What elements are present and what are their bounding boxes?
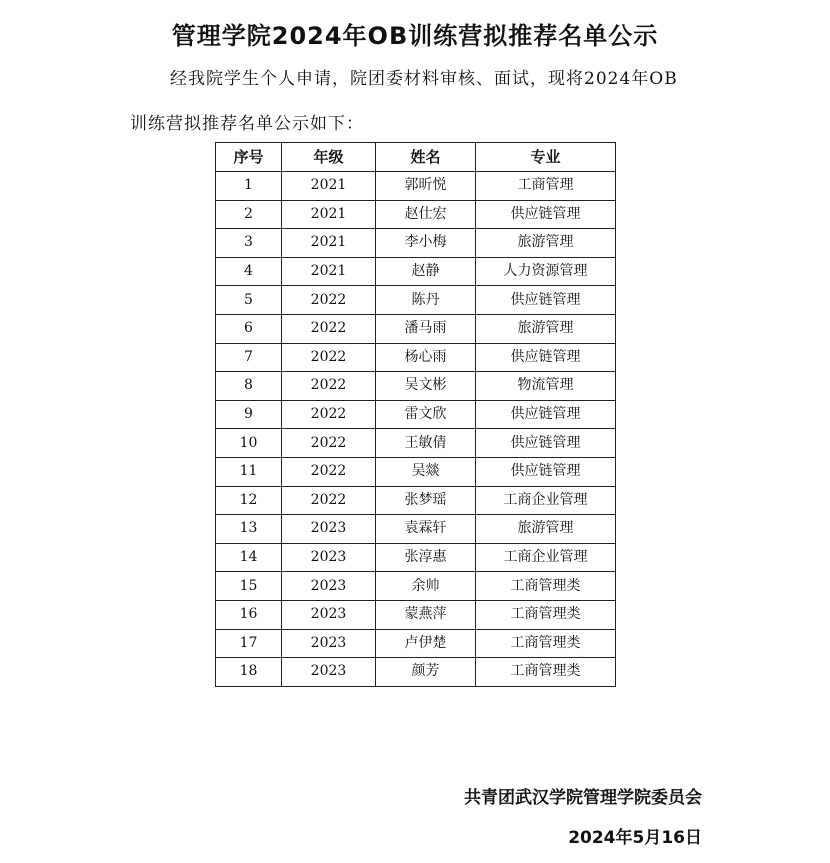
table-row [216,172,616,201]
cell-serial-number: 9 [216,400,282,429]
cell-grade: 2021 [282,172,376,201]
cell-major: 人力资源管理 [476,257,616,286]
cell-major: 工商企业管理 [476,543,616,572]
issuer-signature: 共青团武汉学院管理学院委员会 [464,788,702,808]
cell-major: 工商管理类 [476,572,616,601]
table-row [216,543,616,572]
cell-name: 陈丹 [376,286,476,315]
cell-serial-number: 12 [216,486,282,515]
header-major: 专业 [476,143,616,172]
cell-grade: 2022 [282,400,376,429]
cell-name: 吴燚 [376,457,476,486]
cell-major: 工商管理 [476,172,616,201]
cell-grade: 2022 [282,314,376,343]
cell-grade: 2022 [282,429,376,458]
header-grade: 年级 [282,143,376,172]
table-header-row [216,143,616,172]
cell-grade: 2023 [282,600,376,629]
cell-major: 供应链管理 [476,343,616,372]
cell-name: 赵静 [376,257,476,286]
cell-serial-number: 7 [216,343,282,372]
cell-name: 卢伊楚 [376,629,476,658]
cell-major: 供应链管理 [476,400,616,429]
cell-name: 袁霖轩 [376,515,476,544]
cell-name: 郭昕悦 [376,172,476,201]
cell-serial-number: 13 [216,515,282,544]
cell-serial-number: 10 [216,429,282,458]
table-row [216,429,616,458]
table-row [216,314,616,343]
cell-major: 工商管理类 [476,600,616,629]
cell-serial-number: 6 [216,314,282,343]
cell-name: 李小梅 [376,229,476,258]
cell-grade: 2022 [282,286,376,315]
cell-grade: 2021 [282,229,376,258]
table-row [216,600,616,629]
table-body [216,172,616,687]
cell-serial-number: 14 [216,543,282,572]
cell-major: 旅游管理 [476,229,616,258]
cell-serial-number: 17 [216,629,282,658]
cell-serial-number: 2 [216,200,282,229]
cell-major: 工商企业管理 [476,486,616,515]
header-serial-number: 序号 [216,143,282,172]
recommendation-table [215,142,616,687]
cell-name: 吴文彬 [376,372,476,401]
cell-name: 蒙燕萍 [376,600,476,629]
cell-name: 张淳惠 [376,543,476,572]
table-row [216,343,616,372]
table-row [216,400,616,429]
issue-date: 2024年5月16日 [568,828,702,848]
cell-name: 赵仕宏 [376,200,476,229]
cell-major: 工商管理类 [476,629,616,658]
cell-major: 供应链管理 [476,429,616,458]
table-row [216,200,616,229]
table-row [216,457,616,486]
intro-paragraph-line-1: 经我院学生个人申请，院团委材料审核、面试，现将2024年OB [170,69,678,89]
table-row [216,515,616,544]
cell-major: 旅游管理 [476,515,616,544]
table-row [216,286,616,315]
table-row [216,486,616,515]
table-row [216,629,616,658]
document-title: 管理学院2024年OB训练营拟推荐名单公示 [171,22,659,50]
cell-grade: 2023 [282,658,376,687]
cell-grade: 2023 [282,572,376,601]
cell-grade: 2022 [282,372,376,401]
cell-major: 供应链管理 [476,286,616,315]
cell-grade: 2021 [282,257,376,286]
cell-serial-number: 3 [216,229,282,258]
cell-grade: 2022 [282,486,376,515]
cell-name: 潘马雨 [376,314,476,343]
cell-name: 杨心雨 [376,343,476,372]
cell-major: 旅游管理 [476,314,616,343]
cell-major: 物流管理 [476,372,616,401]
cell-serial-number: 8 [216,372,282,401]
cell-name: 张梦瑶 [376,486,476,515]
cell-serial-number: 18 [216,658,282,687]
cell-serial-number: 5 [216,286,282,315]
cell-major: 工商管理类 [476,658,616,687]
cell-grade: 2022 [282,457,376,486]
cell-serial-number: 1 [216,172,282,201]
table-row [216,257,616,286]
cell-serial-number: 11 [216,457,282,486]
table-row [216,658,616,687]
cell-grade: 2023 [282,543,376,572]
cell-name: 雷文欣 [376,400,476,429]
cell-grade: 2023 [282,515,376,544]
header-name: 姓名 [376,143,476,172]
cell-name: 颜芳 [376,658,476,687]
table-row [216,372,616,401]
cell-major: 供应链管理 [476,457,616,486]
intro-paragraph-line-2: 训练营拟推荐名单公示如下： [130,114,364,134]
cell-grade: 2023 [282,629,376,658]
cell-serial-number: 15 [216,572,282,601]
cell-grade: 2021 [282,200,376,229]
table-row [216,572,616,601]
cell-serial-number: 16 [216,600,282,629]
table-row [216,229,616,258]
cell-name: 王敏倩 [376,429,476,458]
cell-grade: 2022 [282,343,376,372]
cell-major: 供应链管理 [476,200,616,229]
cell-serial-number: 4 [216,257,282,286]
cell-name: 余帅 [376,572,476,601]
